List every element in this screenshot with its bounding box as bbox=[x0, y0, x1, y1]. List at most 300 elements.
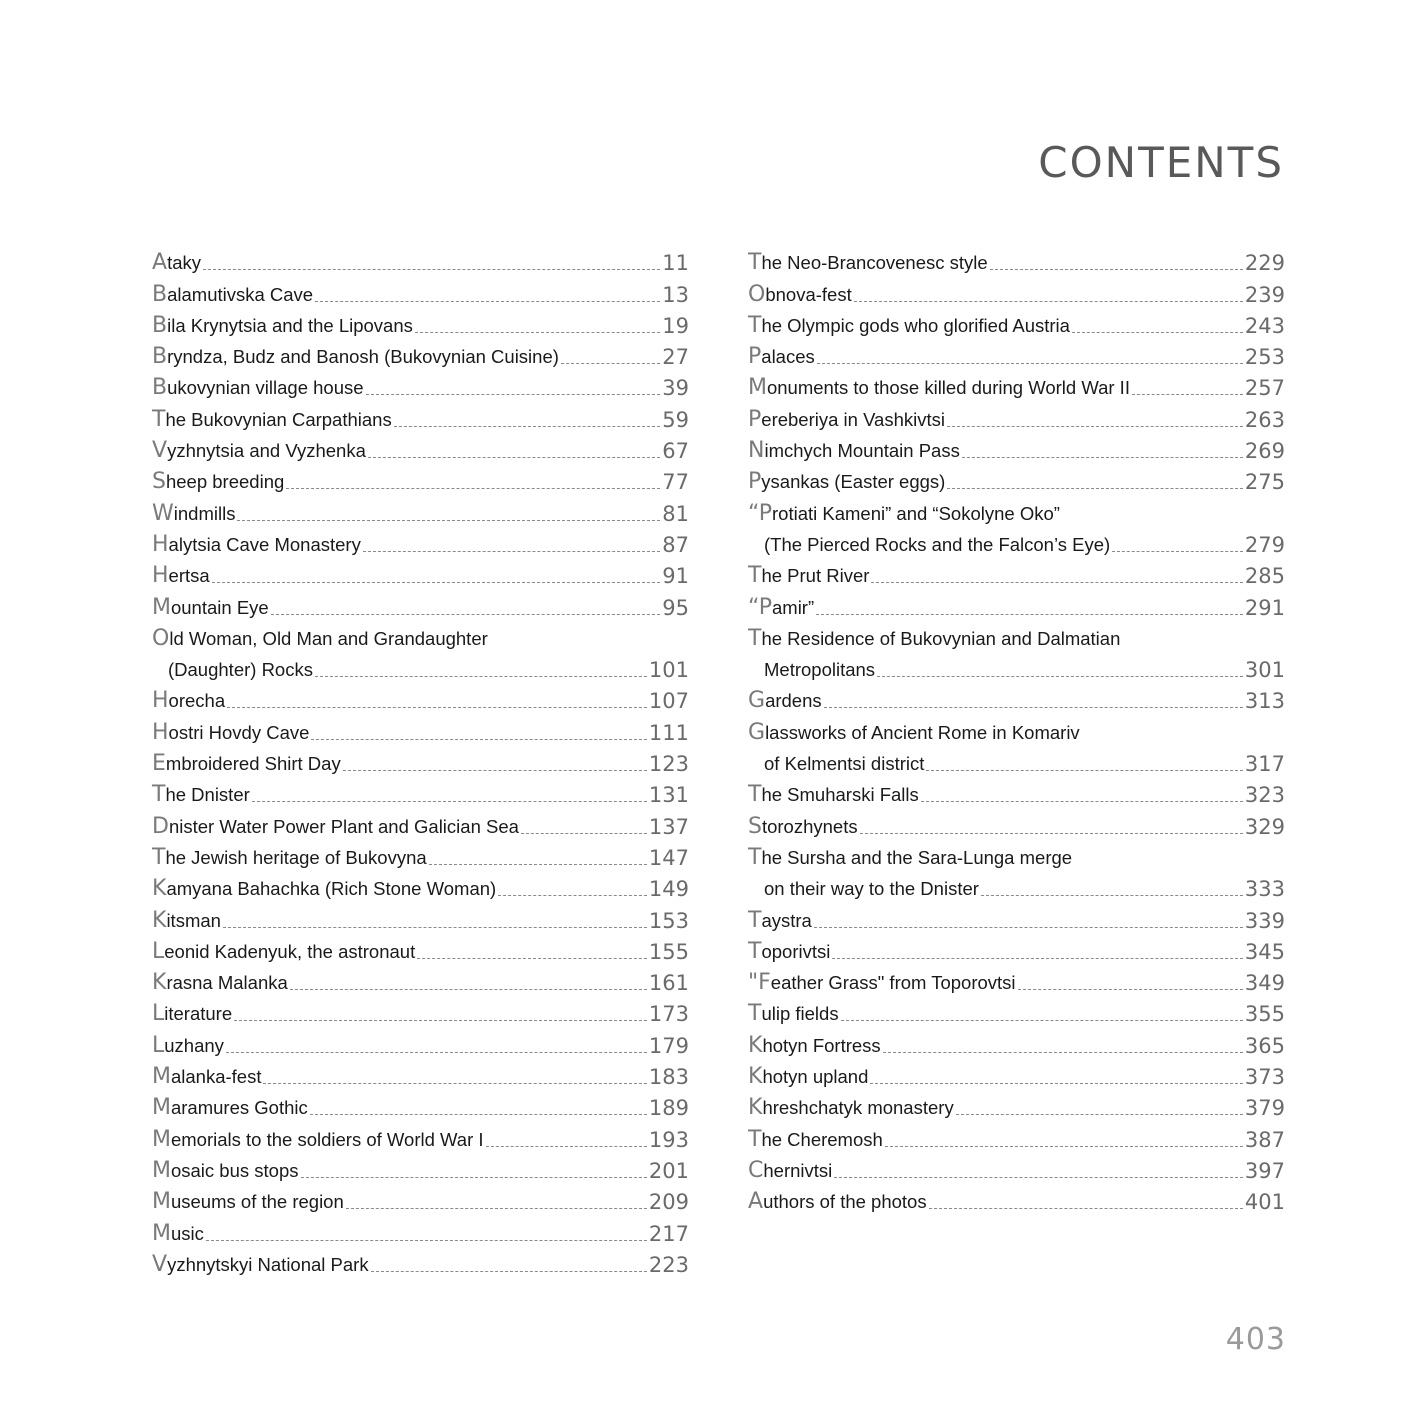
entry-page-number: 101 bbox=[648, 658, 689, 683]
entry-initial: K bbox=[152, 970, 167, 996]
entry-initial: P bbox=[748, 344, 762, 370]
entry-initial: T bbox=[152, 406, 166, 432]
leader-dots bbox=[814, 927, 1243, 928]
entry-page-number: 257 bbox=[1244, 376, 1285, 401]
toc-entry-continuation[interactable] bbox=[748, 744, 1285, 775]
toc-entry[interactable] bbox=[748, 587, 1285, 618]
entry-title bbox=[152, 281, 314, 307]
toc-entry-continuation[interactable] bbox=[748, 525, 1285, 556]
toc-entry[interactable] bbox=[152, 1151, 689, 1182]
leader-dots bbox=[223, 927, 647, 928]
entry-page-number: 13 bbox=[662, 282, 689, 307]
toc-entry[interactable] bbox=[152, 462, 689, 493]
toc-entry[interactable] bbox=[152, 681, 689, 712]
entry-page-number: 87 bbox=[662, 532, 689, 557]
toc-entry[interactable] bbox=[152, 712, 689, 743]
toc-entry[interactable] bbox=[152, 1057, 689, 1088]
leader-dots bbox=[286, 488, 660, 489]
toc-entry[interactable] bbox=[748, 994, 1285, 1025]
leader-dots bbox=[962, 457, 1243, 458]
leader-dots bbox=[252, 801, 647, 802]
entry-initial: V bbox=[152, 438, 168, 464]
toc-entry[interactable] bbox=[748, 399, 1285, 430]
entry-title-continuation: of Kelmentsi district bbox=[764, 753, 925, 775]
toc-entry[interactable] bbox=[152, 493, 689, 524]
entry-page-number: 285 bbox=[1244, 564, 1285, 589]
entry-title bbox=[748, 377, 1130, 399]
leader-dots bbox=[929, 1208, 1243, 1209]
entry-title-text: he Cheremosh bbox=[761, 1128, 883, 1150]
entry-page-number: 131 bbox=[648, 783, 689, 808]
leader-dots bbox=[394, 426, 661, 427]
leader-dots bbox=[947, 426, 1243, 427]
entry-initial: T bbox=[152, 844, 166, 870]
leader-dots bbox=[841, 1020, 1243, 1021]
toc-entry[interactable] bbox=[152, 775, 689, 806]
entry-initial: O bbox=[748, 281, 766, 307]
leader-dots bbox=[1132, 394, 1243, 395]
entry-title-text: eather Grass" from Toporovtsi bbox=[770, 972, 1016, 994]
toc-entry[interactable] bbox=[748, 306, 1285, 337]
page-number: 403 bbox=[1225, 1322, 1286, 1357]
toc-entry[interactable] bbox=[152, 525, 689, 556]
entry-initial: L bbox=[152, 938, 165, 964]
entry-title bbox=[748, 844, 1073, 870]
entry-title-text: ertsa bbox=[168, 565, 210, 587]
entry-page-number: 95 bbox=[662, 595, 689, 620]
toc-entry[interactable] bbox=[152, 587, 689, 618]
toc-entry[interactable] bbox=[748, 1088, 1285, 1119]
entry-page-number: 39 bbox=[662, 376, 689, 401]
toc-entry[interactable] bbox=[748, 1057, 1285, 1088]
leader-dots bbox=[561, 363, 660, 364]
leader-dots bbox=[926, 770, 1243, 771]
entry-title bbox=[152, 1220, 204, 1246]
entry-title-text: ld Woman, Old Man and Grandaughter bbox=[169, 627, 488, 649]
entry-initial: H bbox=[152, 719, 169, 745]
entry-page-number: 27 bbox=[662, 345, 689, 370]
leader-dots bbox=[854, 301, 1243, 302]
entry-page-number: 329 bbox=[1244, 814, 1285, 839]
toc-entry[interactable] bbox=[152, 869, 689, 900]
entry-initial: T bbox=[748, 844, 762, 870]
leader-dots bbox=[263, 1083, 646, 1084]
entry-page-number: 379 bbox=[1244, 1096, 1285, 1121]
entry-initial: P bbox=[748, 469, 762, 495]
entry-initial: T bbox=[748, 1001, 762, 1027]
entry-title bbox=[748, 440, 960, 462]
entry-title-text: taky bbox=[167, 252, 201, 274]
leader-dots bbox=[824, 707, 1243, 708]
entry-initial: K bbox=[748, 1095, 763, 1121]
entry-page-number: 397 bbox=[1244, 1158, 1285, 1183]
entry-initial: M bbox=[748, 375, 767, 401]
entry-initial: S bbox=[152, 469, 166, 495]
entry-initial: T bbox=[748, 938, 762, 964]
entry-page-number: 161 bbox=[648, 971, 689, 996]
contents-right-column bbox=[748, 243, 1285, 1213]
toc-entry[interactable] bbox=[152, 431, 689, 462]
entry-page-number: 173 bbox=[648, 1002, 689, 1027]
leader-dots bbox=[290, 989, 647, 990]
entry-initial: T bbox=[748, 312, 762, 338]
entry-title bbox=[748, 625, 1121, 651]
leader-dots bbox=[486, 1146, 647, 1147]
entry-page-number: 111 bbox=[648, 720, 689, 745]
entry-page-number: 123 bbox=[648, 752, 689, 777]
entry-title-text: eonid Kadenyuk, the astronaut bbox=[164, 940, 416, 962]
entry-title-text: amir” bbox=[772, 596, 815, 618]
entry-title bbox=[152, 1097, 308, 1119]
toc-entry[interactable] bbox=[152, 399, 689, 430]
toc-entry[interactable] bbox=[152, 1119, 689, 1150]
entry-title-text: he Residence of Bukovynian and Dalmatian bbox=[761, 627, 1121, 649]
leader-dots bbox=[871, 582, 1242, 583]
toc-entry[interactable] bbox=[748, 243, 1285, 274]
entry-title-text: bnova-fest bbox=[765, 283, 852, 305]
toc-entry[interactable] bbox=[748, 431, 1285, 462]
entry-page-number: 253 bbox=[1244, 345, 1285, 370]
entry-title-text: ysankas (Easter eggs) bbox=[761, 471, 946, 493]
entry-title bbox=[748, 813, 858, 839]
entry-title-text: hotyn upland bbox=[762, 1066, 869, 1088]
entry-page-number: 189 bbox=[648, 1096, 689, 1121]
toc-entry[interactable] bbox=[152, 994, 689, 1025]
entry-title bbox=[152, 1251, 369, 1277]
entry-title-text: oporivtsi bbox=[761, 940, 831, 962]
entry-title-continuation: (The Pierced Rocks and the Falcon’s Eye) bbox=[764, 533, 1111, 555]
entry-page-number: 91 bbox=[662, 564, 689, 589]
entry-title-text: alaces bbox=[761, 346, 815, 368]
toc-entry[interactable] bbox=[152, 368, 689, 399]
toc-entry[interactable] bbox=[748, 806, 1285, 837]
entry-page-number: 301 bbox=[1244, 658, 1285, 683]
entry-page-number: 147 bbox=[648, 845, 689, 870]
toc-entry[interactable] bbox=[748, 337, 1285, 368]
toc-entry[interactable] bbox=[152, 1245, 689, 1276]
entry-initial: G bbox=[748, 688, 766, 714]
entry-title bbox=[748, 346, 815, 368]
entry-page-number: 223 bbox=[648, 1252, 689, 1277]
entry-initial: T bbox=[748, 625, 762, 651]
toc-entry[interactable] bbox=[152, 932, 689, 963]
entry-page-number: 155 bbox=[648, 939, 689, 964]
entry-title-text: ereberiya in Vashkivtsi bbox=[761, 408, 945, 430]
entry-page-number: 179 bbox=[648, 1033, 689, 1058]
leader-dots bbox=[834, 1177, 1243, 1178]
leader-dots bbox=[271, 614, 661, 615]
entry-initial: M bbox=[152, 594, 171, 620]
entry-title-text: hotyn Fortress bbox=[762, 1034, 881, 1056]
entry-page-number: 243 bbox=[1244, 313, 1285, 338]
leader-dots bbox=[498, 895, 647, 896]
entry-initial: L bbox=[152, 1001, 165, 1027]
entry-title bbox=[152, 907, 221, 933]
entry-page-number: 81 bbox=[662, 501, 689, 526]
entry-page-number: 269 bbox=[1244, 439, 1285, 464]
entry-initial: M bbox=[152, 1220, 171, 1246]
entry-title bbox=[152, 690, 225, 712]
leader-dots bbox=[817, 363, 1243, 364]
entry-title-text: ulip fields bbox=[761, 1003, 839, 1025]
entry-title-text: ryndza, Budz and Banosh (Bukovynian Cuisine) bbox=[167, 346, 559, 368]
entry-title-text: alamutivska Cave bbox=[167, 283, 314, 305]
entry-title-text: he Sursha and the Sara-Lunga merge bbox=[761, 846, 1073, 868]
entry-title bbox=[152, 594, 269, 620]
entry-page-number: 201 bbox=[648, 1158, 689, 1183]
entry-title-text: ila Krynytsia and the Lipovans bbox=[167, 314, 413, 336]
toc-entry[interactable] bbox=[748, 1119, 1285, 1150]
entry-title-text: usic bbox=[170, 1222, 204, 1244]
toc-entry[interactable] bbox=[152, 1182, 689, 1213]
toc-entry[interactable] bbox=[152, 744, 689, 775]
entry-title bbox=[748, 406, 945, 432]
entry-page-number: 137 bbox=[648, 814, 689, 839]
entry-title bbox=[152, 878, 496, 900]
toc-entry[interactable] bbox=[152, 963, 689, 994]
entry-title bbox=[748, 1191, 927, 1213]
leader-dots bbox=[981, 895, 1243, 896]
toc-entry[interactable] bbox=[152, 1025, 689, 1056]
entry-title bbox=[748, 938, 831, 964]
leader-dots bbox=[315, 676, 647, 677]
entry-title bbox=[152, 500, 236, 526]
entry-title-text: useums of the region bbox=[170, 1191, 344, 1213]
entry-title-text: he Prut River bbox=[761, 565, 870, 587]
entry-initial: T bbox=[748, 250, 762, 276]
entry-title-text: rasna Malanka bbox=[166, 972, 288, 994]
entry-title-continuation: Metropolitans bbox=[764, 659, 876, 681]
entry-initial: G bbox=[748, 719, 766, 745]
entry-title bbox=[748, 784, 919, 806]
toc-entry[interactable] bbox=[152, 806, 689, 837]
entry-initial: A bbox=[748, 1189, 764, 1215]
entry-title-text: yzhnytsia and Vyzhenka bbox=[167, 440, 366, 462]
entry-page-number: 183 bbox=[648, 1065, 689, 1090]
leader-dots bbox=[212, 582, 661, 583]
entry-title-text: he Dnister bbox=[165, 784, 250, 806]
entry-initial: A bbox=[152, 250, 168, 276]
entry-page-number: 349 bbox=[1244, 971, 1285, 996]
entry-initial: M bbox=[152, 1095, 171, 1121]
entry-initial: L bbox=[152, 1032, 165, 1058]
toc-entry[interactable] bbox=[748, 1182, 1285, 1213]
entry-initial: B bbox=[152, 281, 168, 307]
entry-title-text: yzhnytskyi National Park bbox=[167, 1253, 369, 1275]
entry-initial: B bbox=[152, 375, 168, 401]
leader-dots bbox=[1112, 551, 1243, 552]
toc-entry[interactable] bbox=[748, 838, 1285, 869]
entry-title-text: heep breeding bbox=[165, 471, 285, 493]
entry-title-text: he Bukovynian Carpathians bbox=[165, 408, 392, 430]
entry-title-text: rotiati Kameni” and “Sokolyne Oko” bbox=[772, 502, 1060, 524]
toc-entry[interactable] bbox=[748, 368, 1285, 399]
toc-entry[interactable] bbox=[748, 1151, 1285, 1182]
entry-title bbox=[748, 471, 945, 493]
leader-dots bbox=[206, 1240, 647, 1241]
entry-initial: N bbox=[748, 438, 765, 464]
entry-title-text: aystra bbox=[761, 909, 812, 931]
entry-title-text: ardens bbox=[765, 690, 822, 712]
entry-page-number: 209 bbox=[648, 1190, 689, 1215]
toc-entry[interactable] bbox=[152, 838, 689, 869]
entry-title-text: onuments to those killed during World War II bbox=[766, 377, 1130, 399]
entry-initial: M bbox=[152, 1157, 171, 1183]
leader-dots bbox=[366, 394, 661, 395]
entry-initial: H bbox=[152, 563, 169, 589]
toc-entry[interactable] bbox=[748, 619, 1285, 650]
entry-initial: P bbox=[748, 406, 762, 432]
entry-initial: H bbox=[152, 531, 169, 557]
toc-entry[interactable] bbox=[152, 243, 689, 274]
entry-title-text: he Jewish heritage of Bukovyna bbox=[165, 846, 427, 868]
toc-entry[interactable] bbox=[748, 932, 1285, 963]
entry-title-text: ukovynian village house bbox=[167, 377, 364, 399]
entry-page-number: 387 bbox=[1244, 1127, 1285, 1152]
entry-title bbox=[152, 844, 427, 870]
leader-dots bbox=[315, 301, 660, 302]
entry-title bbox=[748, 972, 1016, 994]
entry-title bbox=[152, 1066, 261, 1088]
toc-entry[interactable] bbox=[748, 274, 1285, 305]
entry-title bbox=[748, 1032, 881, 1058]
entry-title bbox=[748, 500, 1060, 526]
entry-initial: “P bbox=[748, 594, 772, 620]
leader-dots bbox=[947, 488, 1243, 489]
toc-entry[interactable] bbox=[152, 619, 689, 650]
entry-initial: B bbox=[152, 312, 168, 338]
entry-title-text: itsman bbox=[166, 909, 221, 931]
entry-initial: D bbox=[152, 813, 169, 839]
toc-entry-continuation[interactable] bbox=[748, 869, 1285, 900]
leader-dots bbox=[371, 1271, 647, 1272]
entry-page-number: 279 bbox=[1244, 532, 1285, 557]
toc-entry[interactable] bbox=[152, 900, 689, 931]
entry-title-text: aramures Gothic bbox=[170, 1097, 308, 1119]
entry-initial: W bbox=[152, 500, 174, 526]
entry-title-text: hernivtsi bbox=[763, 1159, 833, 1181]
toc-entry[interactable] bbox=[152, 1213, 689, 1244]
entry-title-continuation: (Daughter) Rocks bbox=[168, 659, 313, 681]
entry-title bbox=[152, 1126, 484, 1152]
toc-entry[interactable] bbox=[748, 681, 1285, 712]
entry-title bbox=[152, 625, 488, 651]
toc-entry-continuation[interactable] bbox=[748, 650, 1285, 681]
entry-initial: “P bbox=[748, 500, 772, 526]
toc-entry-continuation[interactable] bbox=[152, 650, 689, 681]
entry-page-number: 339 bbox=[1244, 908, 1285, 933]
entry-initial: "F bbox=[748, 970, 771, 996]
entry-title bbox=[748, 565, 869, 587]
entry-title bbox=[152, 1003, 232, 1025]
entry-title-text: he Smuharski Falls bbox=[761, 784, 919, 806]
leader-dots bbox=[363, 551, 660, 552]
toc-entry[interactable] bbox=[748, 900, 1285, 931]
entry-title-text: osaic bus stops bbox=[170, 1159, 299, 1181]
entry-title bbox=[152, 938, 416, 964]
leader-dots bbox=[832, 958, 1243, 959]
entry-title bbox=[152, 753, 341, 775]
entry-initial: K bbox=[152, 876, 167, 902]
entry-initial: K bbox=[748, 1032, 763, 1058]
toc-entry[interactable] bbox=[152, 337, 689, 368]
toc-entry[interactable] bbox=[152, 556, 689, 587]
entry-title-text: orecha bbox=[168, 690, 226, 712]
entry-title-continuation: on their way to the Dnister bbox=[764, 878, 979, 900]
leader-dots bbox=[226, 1052, 647, 1053]
entry-initial: T bbox=[748, 563, 762, 589]
entry-initial: T bbox=[748, 907, 762, 933]
leader-dots bbox=[301, 1177, 647, 1178]
entry-title bbox=[152, 440, 366, 462]
entry-page-number: 239 bbox=[1244, 282, 1285, 307]
entry-page-number: 149 bbox=[648, 877, 689, 902]
entry-title bbox=[748, 252, 988, 274]
toc-entry[interactable] bbox=[748, 1025, 1285, 1056]
contents-left-column bbox=[152, 243, 689, 1276]
entry-title-text: uthors of the photos bbox=[763, 1191, 927, 1213]
leader-dots bbox=[429, 864, 647, 865]
entry-page-number: 217 bbox=[648, 1221, 689, 1246]
entry-page-number: 229 bbox=[1244, 251, 1285, 276]
leader-dots bbox=[990, 269, 1243, 270]
entry-title bbox=[152, 252, 201, 274]
entry-title bbox=[748, 690, 822, 712]
entry-title-text: iterature bbox=[164, 1003, 233, 1025]
entry-initial: M bbox=[152, 1064, 171, 1090]
leader-dots bbox=[921, 801, 1243, 802]
entry-initial: K bbox=[152, 907, 167, 933]
entry-title bbox=[152, 1191, 344, 1213]
entry-initial: B bbox=[152, 344, 168, 370]
toc-entry[interactable] bbox=[748, 963, 1285, 994]
leader-dots bbox=[885, 1146, 1243, 1147]
entry-title bbox=[152, 813, 519, 839]
toc-entry[interactable] bbox=[152, 306, 689, 337]
entry-page-number: 67 bbox=[662, 439, 689, 464]
entry-page-number: 401 bbox=[1244, 1190, 1285, 1215]
entry-title bbox=[152, 719, 310, 745]
toc-entry[interactable] bbox=[748, 712, 1285, 743]
toc-entry[interactable] bbox=[152, 1088, 689, 1119]
toc-entry[interactable] bbox=[152, 274, 689, 305]
entry-title-text: indmills bbox=[173, 502, 236, 524]
leader-dots bbox=[521, 833, 647, 834]
entry-title-text: ountain Eye bbox=[170, 596, 269, 618]
toc-entry[interactable] bbox=[748, 556, 1285, 587]
entry-page-number: 19 bbox=[662, 313, 689, 338]
entry-title bbox=[152, 1032, 224, 1058]
leader-dots bbox=[956, 1114, 1243, 1115]
entry-title-text: torozhynets bbox=[761, 815, 858, 837]
entry-title bbox=[152, 471, 284, 493]
toc-entry[interactable] bbox=[748, 775, 1285, 806]
entry-title bbox=[748, 281, 852, 307]
entry-page-number: 11 bbox=[662, 251, 689, 276]
entry-title bbox=[152, 1157, 299, 1183]
toc-entry[interactable] bbox=[748, 493, 1285, 524]
entry-title-text: hreshchatyk monastery bbox=[762, 1097, 954, 1119]
leader-dots bbox=[860, 833, 1243, 834]
entry-initial: K bbox=[748, 1064, 763, 1090]
leader-dots bbox=[234, 1020, 647, 1021]
leader-dots bbox=[343, 770, 647, 771]
toc-entry[interactable] bbox=[748, 462, 1285, 493]
leader-dots bbox=[310, 1114, 647, 1115]
entry-title bbox=[152, 784, 250, 806]
entry-initial: M bbox=[152, 1126, 171, 1152]
entry-initial: C bbox=[748, 1157, 764, 1183]
